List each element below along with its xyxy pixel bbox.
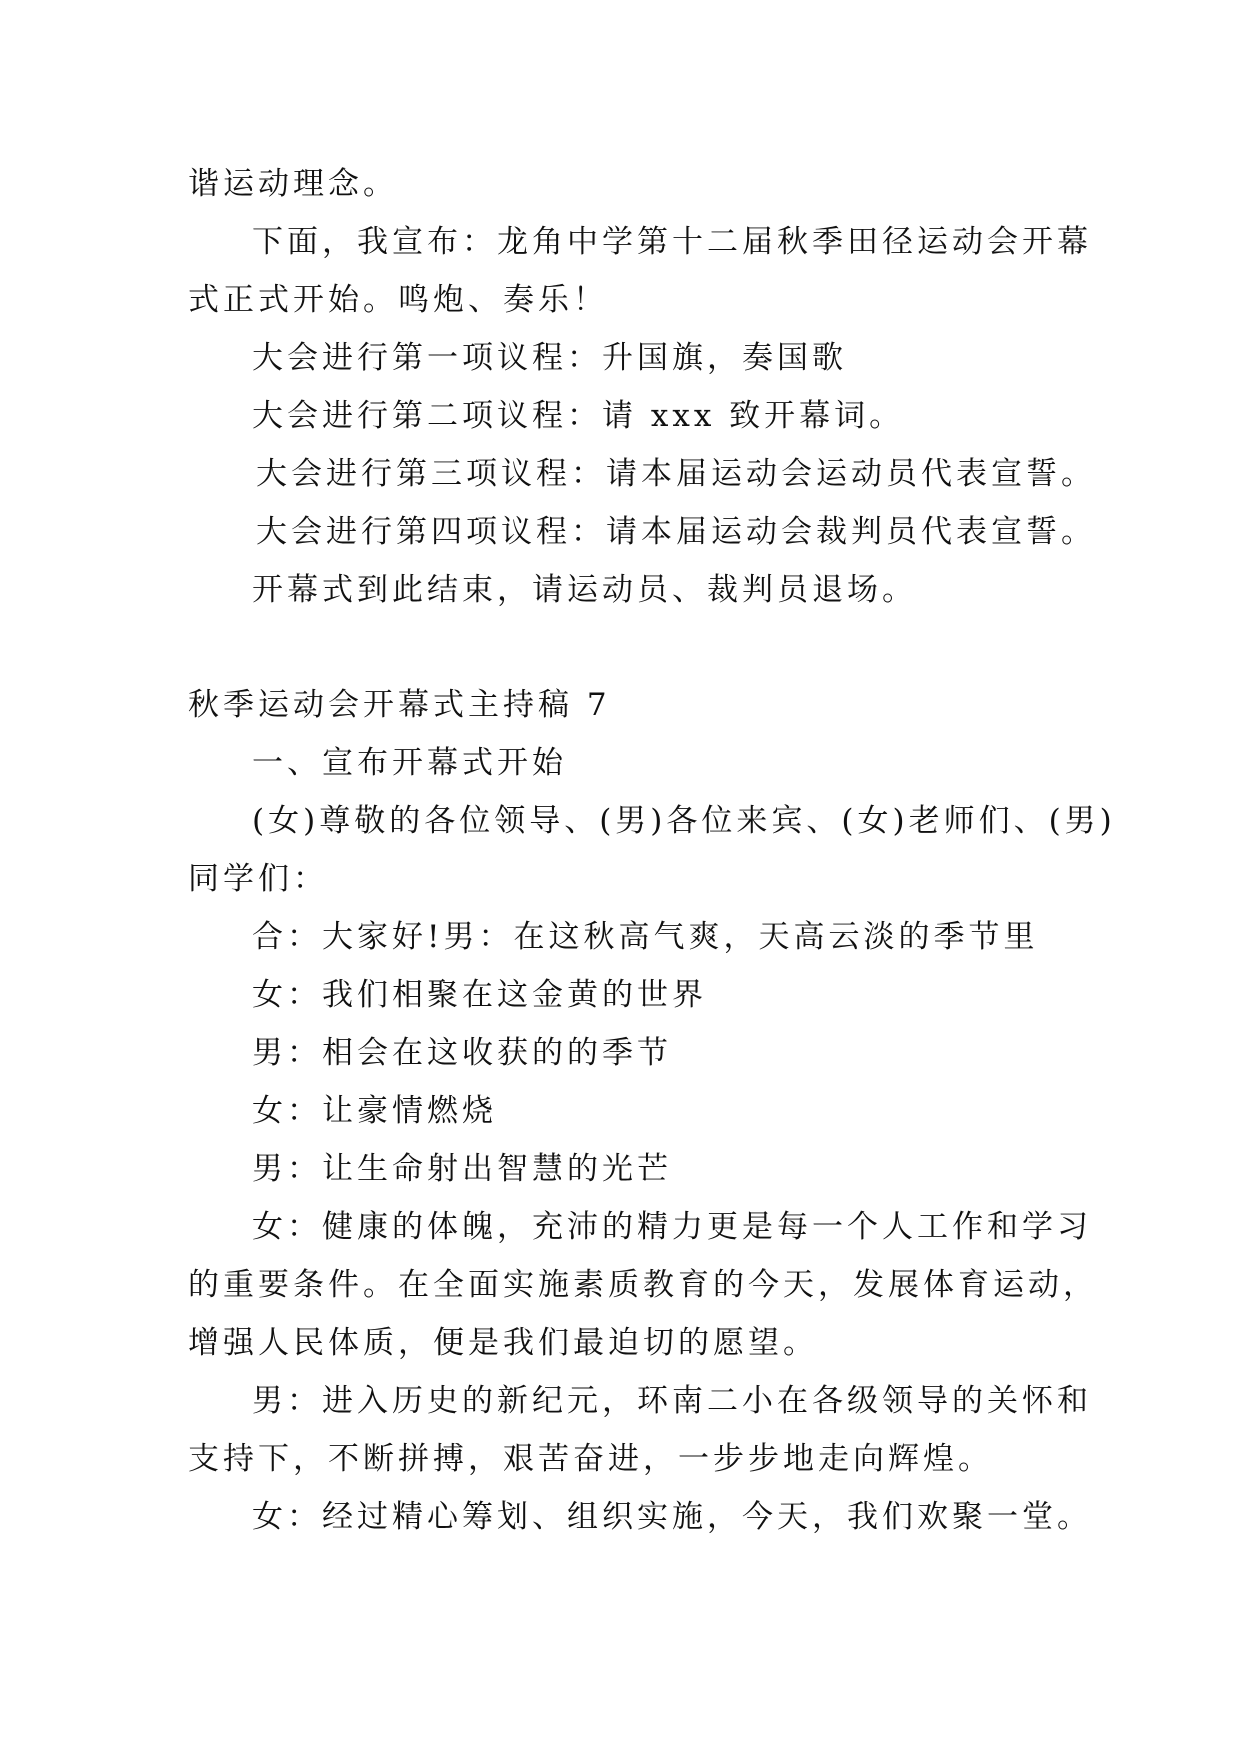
dialogue-line: 女：我们相聚在这金黄的世界 (252, 977, 707, 1013)
paragraph-line: (女)尊敬的各位领导、(男)各位来宾、(女)老师们、(男) (252, 803, 1116, 839)
agenda-item: 大会进行第三项议程：请本届运动会运动员代表宣誓。 (256, 456, 1096, 492)
paragraph-line: 谐运动理念。 (188, 166, 398, 202)
dialogue-line: 支持下，不断拼搏，艰苦奋进，一步步地走向辉煌。 (188, 1441, 993, 1477)
dialogue-line: 男：让生命射出智慧的光芒 (252, 1151, 672, 1187)
dialogue-line: 女：让豪情燃烧 (252, 1093, 497, 1129)
dialogue-line: 的重要条件。在全面实施素质教育的今天，发展体育运动， (188, 1267, 1098, 1303)
dialogue-line: 男：进入历史的新纪元，环南二小在各级领导的关怀和 (252, 1383, 1092, 1419)
agenda-item: 大会进行第一项议程：升国旗，奏国歌 (252, 340, 847, 376)
section-title: 秋季运动会开幕式主持稿 7 (188, 687, 611, 723)
dialogue-line: 合：大家好!男：在这秋高气爽，天高云淡的季节里 (252, 919, 1039, 955)
section-heading: 一、宣布开幕式开始 (252, 745, 567, 781)
agenda-item: 大会进行第二项议程：请 xxx 致开幕词。 (252, 398, 905, 434)
dialogue-line: 增强人民体质，便是我们最迫切的愿望。 (188, 1325, 818, 1361)
dialogue-line: 女：健康的体魄，充沛的精力更是每一个人工作和学习 (252, 1209, 1092, 1245)
paragraph-line: 式正式开始。鸣炮、奏乐！ (188, 282, 608, 318)
paragraph-line: 同学们： (188, 861, 328, 897)
paragraph-line: 开幕式到此结束，请运动员、裁判员退场。 (252, 572, 917, 608)
dialogue-line: 女：经过精心筹划、组织实施，今天，我们欢聚一堂。 (252, 1499, 1092, 1535)
paragraph-line: 下面，我宣布：龙角中学第十二届秋季田径运动会开幕 (252, 224, 1092, 260)
dialogue-line: 男：相会在这收获的的季节 (252, 1035, 672, 1071)
agenda-item: 大会进行第四项议程：请本届运动会裁判员代表宣誓。 (256, 514, 1096, 550)
